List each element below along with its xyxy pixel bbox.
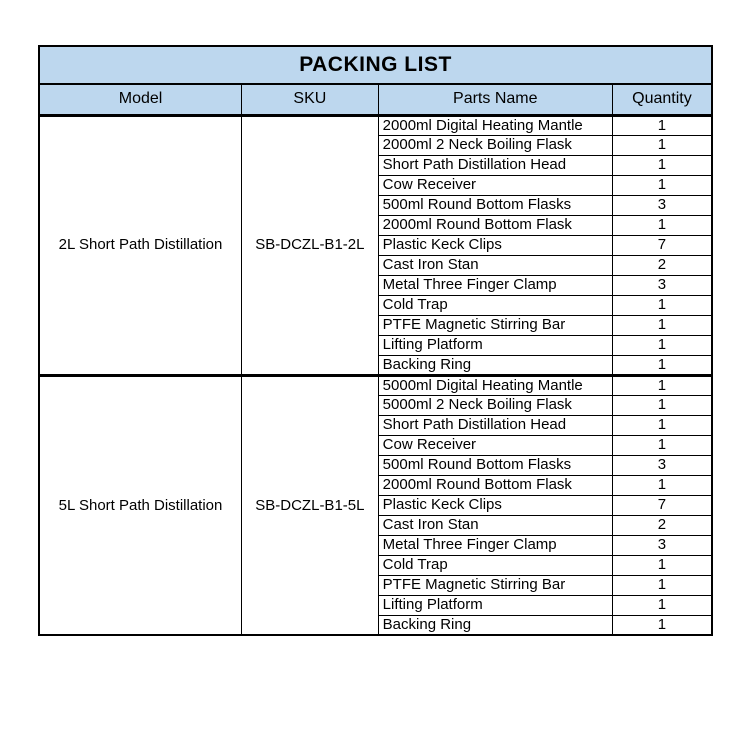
part-name-cell: Short Path Distillation Head — [378, 415, 612, 435]
part-name-cell: Backing Ring — [378, 615, 612, 635]
part-name-cell: 5000ml Digital Heating Mantle — [378, 375, 612, 395]
quantity-cell: 1 — [612, 375, 712, 395]
quantity-cell: 1 — [612, 415, 712, 435]
part-name-cell: Short Path Distillation Head — [378, 155, 612, 175]
model-cell: 2L Short Path Distillation — [39, 115, 242, 375]
quantity-cell: 1 — [612, 115, 712, 135]
quantity-cell: 3 — [612, 535, 712, 555]
column-header-parts: Parts Name — [378, 84, 612, 115]
title-row — [39, 46, 712, 84]
part-name-cell: 2000ml Round Bottom Flask — [378, 475, 612, 495]
part-name-cell: 2000ml Round Bottom Flask — [378, 215, 612, 235]
packing-list-container — [38, 45, 713, 636]
quantity-cell: 1 — [612, 595, 712, 615]
quantity-cell: 1 — [612, 335, 712, 355]
part-name-cell: Lifting Platform — [378, 595, 612, 615]
quantity-cell: 1 — [612, 135, 712, 155]
part-name-cell: Plastic Keck Clips — [378, 495, 612, 515]
quantity-cell: 1 — [612, 555, 712, 575]
column-header-sku: SKU — [242, 84, 379, 115]
quantity-cell: 1 — [612, 295, 712, 315]
quantity-cell: 2 — [612, 255, 712, 275]
part-name-cell: Plastic Keck Clips — [378, 235, 612, 255]
quantity-cell: 1 — [612, 395, 712, 415]
quantity-cell: 3 — [612, 275, 712, 295]
quantity-cell: 1 — [612, 215, 712, 235]
page-title: PACKING LIST — [39, 46, 712, 84]
quantity-cell: 1 — [612, 575, 712, 595]
column-header-quantity: Quantity — [612, 84, 712, 115]
part-name-cell: Lifting Platform — [378, 335, 612, 355]
part-name-cell: Cow Receiver — [378, 435, 612, 455]
quantity-cell: 1 — [612, 615, 712, 635]
part-row — [39, 375, 712, 395]
part-name-cell: 2000ml 2 Neck Boiling Flask — [378, 135, 612, 155]
part-name-cell: Cast Iron Stan — [378, 515, 612, 535]
part-name-cell: 500ml Round Bottom Flasks — [378, 455, 612, 475]
quantity-cell: 3 — [612, 195, 712, 215]
part-name-cell: Cold Trap — [378, 295, 612, 315]
part-name-cell: Cast Iron Stan — [378, 255, 612, 275]
quantity-cell: 3 — [612, 455, 712, 475]
column-header-row — [39, 84, 712, 115]
part-name-cell: PTFE Magnetic Stirring Bar — [378, 575, 612, 595]
table-body — [39, 115, 712, 635]
part-name-cell: Metal Three Finger Clamp — [378, 535, 612, 555]
quantity-cell: 2 — [612, 515, 712, 535]
part-name-cell: Backing Ring — [378, 355, 612, 375]
quantity-cell: 7 — [612, 235, 712, 255]
part-name-cell: Cold Trap — [378, 555, 612, 575]
quantity-cell: 1 — [612, 355, 712, 375]
quantity-cell: 7 — [612, 495, 712, 515]
part-name-cell: Metal Three Finger Clamp — [378, 275, 612, 295]
part-row — [39, 115, 712, 135]
part-name-cell: 5000ml 2 Neck Boiling Flask — [378, 395, 612, 415]
quantity-cell: 1 — [612, 175, 712, 195]
sku-cell: SB-DCZL-B1-5L — [242, 375, 379, 635]
part-name-cell: Cow Receiver — [378, 175, 612, 195]
sku-cell: SB-DCZL-B1-2L — [242, 115, 379, 375]
packing-list-table — [38, 45, 713, 636]
part-name-cell: 500ml Round Bottom Flasks — [378, 195, 612, 215]
quantity-cell: 1 — [612, 155, 712, 175]
quantity-cell: 1 — [612, 315, 712, 335]
quantity-cell: 1 — [612, 475, 712, 495]
part-name-cell: PTFE Magnetic Stirring Bar — [378, 315, 612, 335]
column-header-model: Model — [39, 84, 242, 115]
quantity-cell: 1 — [612, 435, 712, 455]
part-name-cell: 2000ml Digital Heating Mantle — [378, 115, 612, 135]
model-cell: 5L Short Path Distillation — [39, 375, 242, 635]
